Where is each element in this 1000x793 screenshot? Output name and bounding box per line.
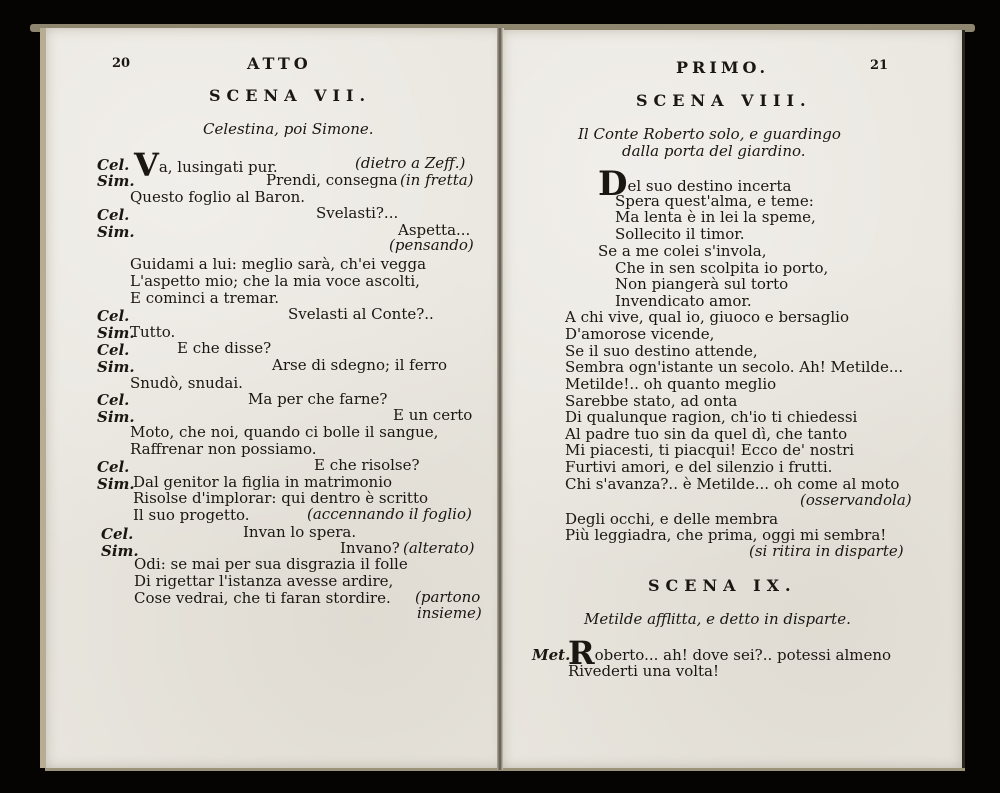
verse-line: L'aspetto mio; che la mia voce ascolti,	[130, 272, 420, 290]
scene-title: SCENA VII.	[209, 86, 372, 105]
verse-line: A chi vive, qual io, giuoco e bersaglio	[565, 308, 849, 326]
verse-line: Se il suo destino attende,	[565, 342, 758, 360]
scene-title: SCENA IX.	[648, 576, 797, 595]
speaker: Cel.	[97, 391, 130, 409]
verse-line: Di qualunque ragion, ch'io ti chiedessi	[565, 408, 858, 426]
verse-line: Sollecito il timor.	[615, 225, 745, 243]
verse-line: Moto, che noi, quando ci bolle il sangue,	[130, 423, 439, 441]
scene-characters: Celestina, poi Simone.	[203, 120, 374, 138]
speaker: Cel.	[97, 341, 130, 359]
verse-line: Arse di sdegno; il ferro	[272, 356, 447, 374]
stage-direction: (accennando il foglio)	[307, 505, 472, 523]
speaker: Sim.	[97, 475, 135, 493]
verse-line: Ma lenta è in lei la speme,	[615, 208, 816, 226]
verse-line: Risolse d'implorar: qui dentro è scritto	[133, 489, 429, 507]
verse-line: E un certo	[393, 406, 473, 424]
speaker: Cel.	[97, 156, 130, 174]
verse-line: Se a me colei s'invola,	[598, 242, 767, 260]
verse-line: Che in sen scolpita io porto,	[615, 259, 829, 277]
stage-direction: (partono	[415, 588, 481, 606]
scene-characters: Metilde afflitta, e detto in disparte.	[584, 610, 851, 628]
verse-line: Più leggiadra, che prima, oggi mi sembra!	[565, 526, 887, 544]
verse-line: Rivederti una volta!	[568, 662, 720, 680]
verse-line: Al padre tuo sin da quel dì, che tanto	[565, 425, 848, 443]
speaker: Met.	[532, 646, 571, 664]
speaker: Sim.	[97, 324, 135, 342]
verse-line: Va, lusingati pur.	[134, 146, 278, 184]
speaker: Sim.	[101, 542, 139, 560]
stage-direction: (pensando)	[389, 236, 474, 254]
scene-characters: dalla porta del giardino.	[622, 142, 806, 160]
verse-line: Del suo destino incerta	[598, 164, 792, 204]
drop-cap: R	[568, 634, 595, 672]
verse-line: E che risolse?	[314, 456, 420, 474]
speaker: Cel.	[97, 206, 130, 224]
speaker: Sim.	[97, 358, 135, 376]
speaker: Cel.	[101, 525, 134, 543]
verse-line: Non piangerà sul torto	[615, 275, 789, 293]
scene-title: SCENA VIII.	[636, 91, 812, 110]
verse-line: Spera quest'alma, e teme:	[615, 192, 814, 210]
page-number-left: 20	[112, 56, 131, 71]
stage-direction: (in fretta)	[400, 171, 474, 189]
scene-characters: Il Conte Roberto solo, e guardingo	[578, 125, 841, 143]
verse-line: Questo foglio al Baron.	[130, 188, 306, 206]
verse-line: Aspetta...	[398, 221, 471, 239]
stage-direction: (alterato)	[403, 539, 475, 557]
verse-line: E cominci a tremar.	[130, 289, 280, 307]
stage-direction: (si ritira in disparte)	[749, 542, 904, 560]
speaker: Sim.	[97, 408, 135, 426]
verse-line: Furtivi amori, e del silenzio i frutti.	[565, 458, 833, 476]
verse-line: E che disse?	[177, 339, 272, 357]
book-gutter	[497, 28, 503, 770]
verse-line: Guidami a lui: meglio sarà, ch'ei vegga	[130, 255, 427, 273]
verse-line: Invan lo spera.	[243, 523, 357, 541]
drop-cap: D	[598, 164, 628, 204]
speaker: Sim.	[97, 223, 135, 241]
verse-line: Mi piacesti, ti piacqui! Ecco de' nostri	[565, 441, 855, 459]
running-head-right: PRIMO.	[676, 58, 770, 77]
verse-line: Di rigettar l'istanza avesse ardire,	[134, 572, 394, 590]
verse-line: Sembra ogn'istante un secolo. Ah! Metilde...	[565, 358, 904, 376]
verse-line: Il suo progetto.	[133, 506, 250, 524]
verse-line: Snudò, snudai.	[130, 374, 243, 392]
verse-line: Degli occhi, e delle membra	[565, 510, 779, 528]
verse-line: Invendicato amor.	[615, 292, 752, 310]
verse-line: Raffrenar non possiamo.	[130, 440, 317, 458]
running-head-left: ATTO	[247, 54, 312, 73]
verse-line: Chi s'avanza?.. è Metilde... oh come al moto	[565, 475, 900, 493]
verse-line: Metilde!.. oh quanto meglio	[565, 375, 777, 393]
verse-line: Invano?	[340, 539, 400, 557]
verse-line: Cose vedrai, che ti faran stordire.	[134, 589, 391, 607]
page-number-right: 21	[870, 58, 889, 73]
verse-line: Sarebbe stato, ad onta	[565, 392, 738, 410]
speaker: Sim.	[97, 172, 135, 190]
stage-direction: (osservandola)	[800, 491, 912, 509]
stage-direction: (dietro a Zeff.)	[355, 154, 466, 172]
verse-line: Tutto.	[130, 323, 176, 341]
verse-line: Prendi, consegna	[266, 171, 398, 189]
speaker: Cel.	[97, 307, 130, 325]
verse-line: Dal genitor la figlia in matrimonio	[133, 473, 393, 491]
drop-cap: V	[134, 146, 159, 184]
verse-line: Roberto... ah! dove sei?.. potessi almeno	[568, 634, 892, 672]
verse-line: Svelasti al Conte?..	[288, 305, 434, 323]
speaker: Cel.	[97, 458, 130, 476]
verse-line: Ma per che farne?	[248, 390, 388, 408]
verse-line: Odi: se mai per sua disgrazia il folle	[134, 555, 408, 573]
verse-line: Svelasti?...	[316, 204, 399, 222]
verse-line: D'amorose vicende,	[565, 325, 715, 343]
stage-direction: insieme)	[417, 604, 482, 622]
